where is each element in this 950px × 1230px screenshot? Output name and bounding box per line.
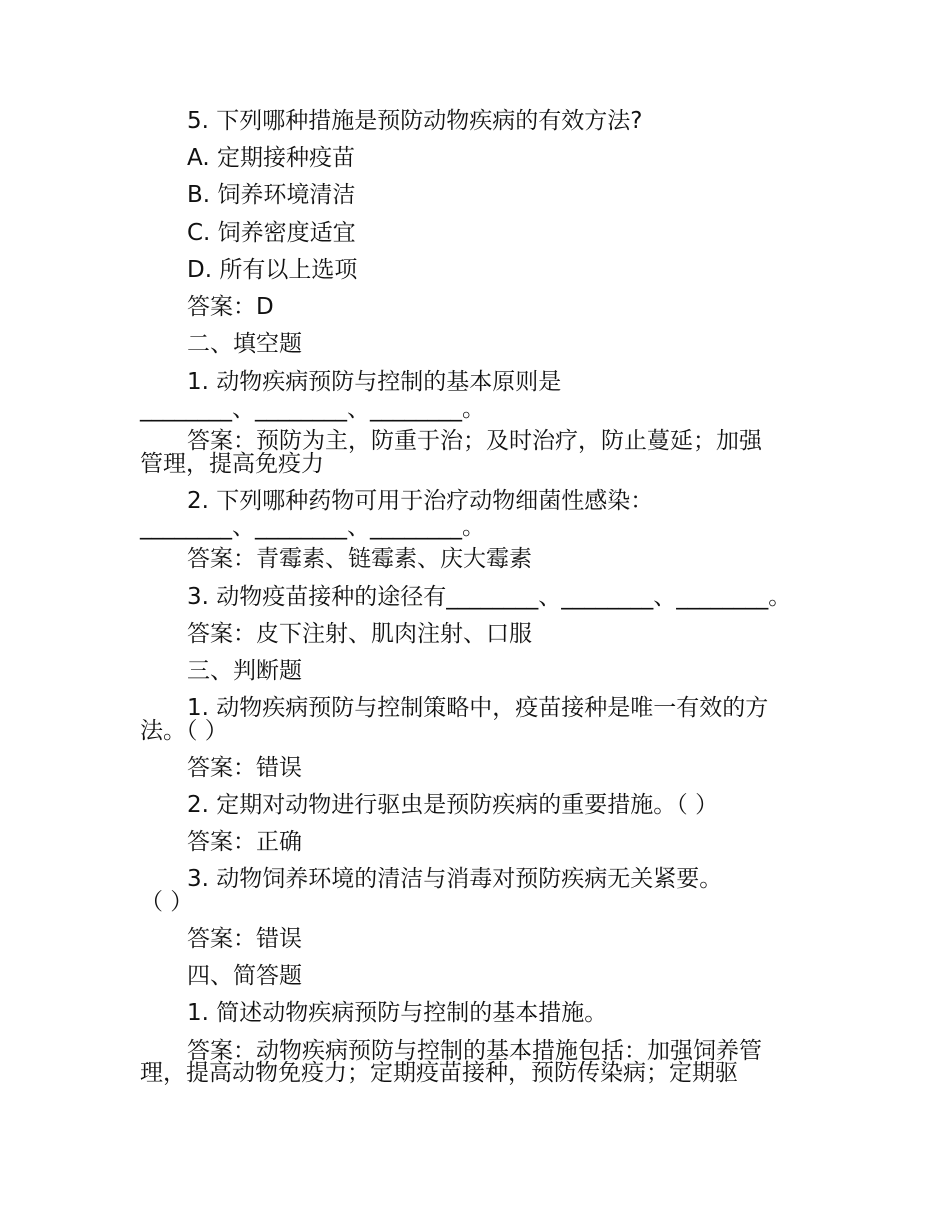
section-heading-fill: 二、填空题 — [187, 331, 302, 357]
section-heading-short-answer: 四、简答题 — [187, 963, 302, 989]
option-a: A. 定期接种疫苗 — [187, 145, 355, 171]
tf-question-2: 2. 定期对动物进行驱虫是预防疾病的重要措施。（ ） — [187, 792, 719, 818]
question-5: 5. 下列哪种措施是预防动物疾病的有效方法? — [187, 108, 643, 134]
fill-answer-2: 答案：青霉素、链霉素、庆大霉素 — [187, 546, 532, 572]
fill-answer-1: 答案：预防为主，防重于治；及时治疗，防止蔓延；加强 — [187, 428, 762, 454]
fill-question-2: 2. 下列哪种药物可用于治疗动物细菌性感染： — [187, 488, 654, 514]
fill-answer-1-cont: 管理，提高免疫力 — [140, 451, 324, 477]
fill-question-2-blanks: ________、________、________。 — [140, 514, 485, 540]
tf-answer-2: 答案：正确 — [187, 829, 302, 855]
fill-question-1: 1. 动物疾病预防与控制的基本原则是 — [187, 369, 562, 395]
tf-answer-3: 答案：错误 — [187, 926, 302, 952]
fill-question-1-blanks: ________、________、________。 — [140, 396, 485, 422]
tf-question-3-cont: （ ） — [140, 889, 194, 915]
short-answer-1-cont: 理，提高动物免疫力；定期疫苗接种，预防传染病；定期驱 — [140, 1060, 738, 1086]
option-d: D. 所有以上选项 — [187, 257, 358, 283]
tf-question-3: 3. 动物饲养环境的清洁与消毒对预防疾病无关紧要。 — [187, 866, 723, 892]
option-b: B. 饲养环境清洁 — [187, 182, 356, 208]
tf-answer-1: 答案：错误 — [187, 755, 302, 781]
tf-question-1: 1. 动物疾病预防与控制策略中，疫苗接种是唯一有效的方 — [187, 695, 769, 721]
short-answer-question-1: 1. 简述动物疾病预防与控制的基本措施。 — [187, 1000, 608, 1026]
tf-question-1-cont: 法。（ ） — [140, 718, 228, 744]
section-heading-truefalse: 三、判断题 — [187, 658, 302, 684]
short-answer-1: 答案：动物疾病预防与控制的基本措施包括：加强饲养管 — [187, 1038, 762, 1064]
fill-answer-3: 答案：皮下注射、肌肉注射、口服 — [187, 621, 532, 647]
fill-question-3: 3. 动物疫苗接种的途径有________、________、________。 — [187, 584, 792, 610]
answer-5: 答案：D — [187, 294, 274, 320]
option-c: C. 饲养密度适宜 — [187, 220, 356, 246]
